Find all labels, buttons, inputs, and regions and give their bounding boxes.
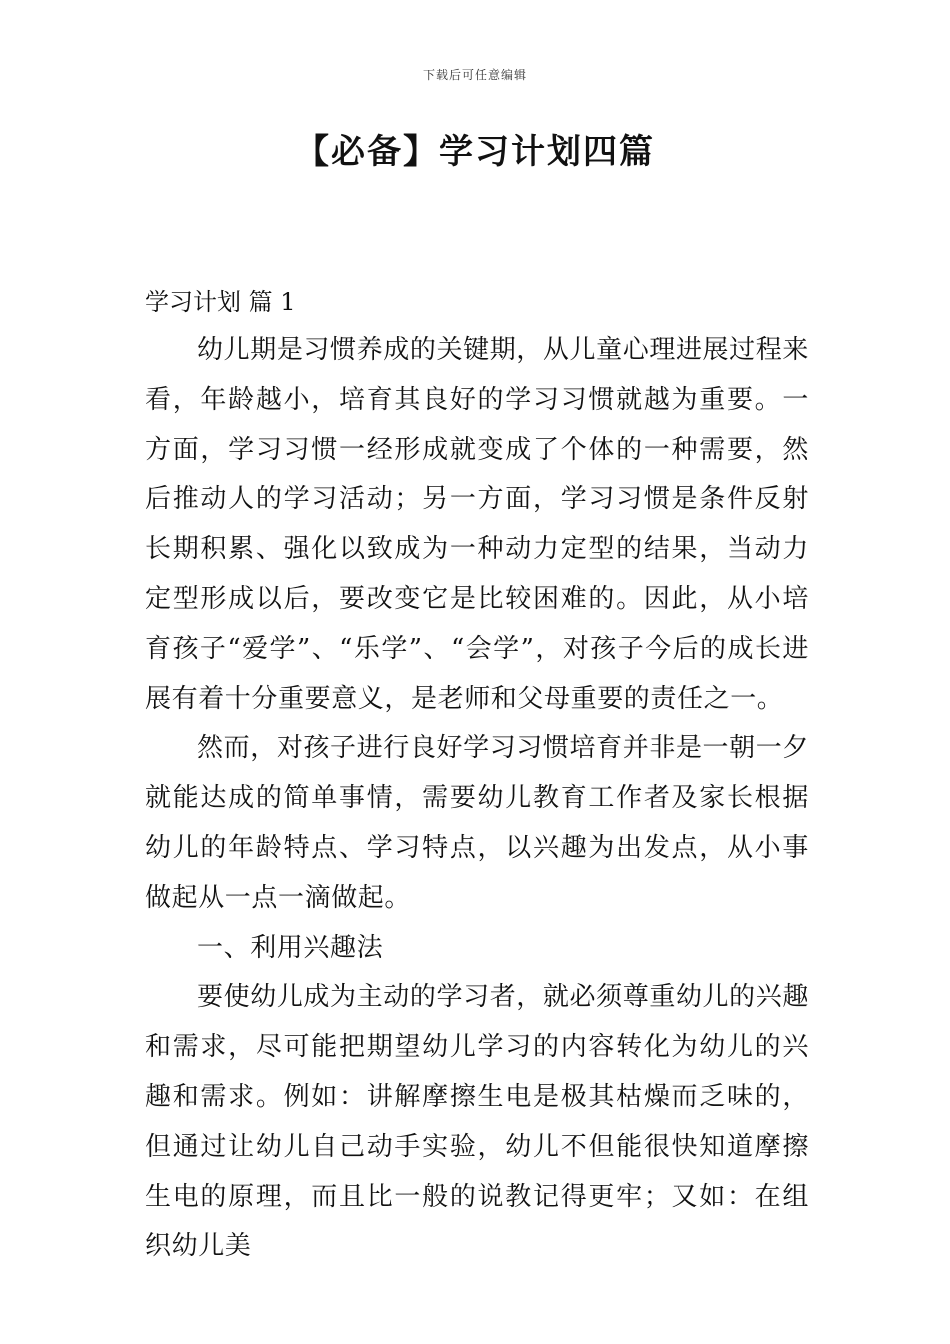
- header-note: 下载后可任意编辑: [422, 68, 527, 82]
- body-paragraph: 要使幼儿成为主动的学习者，就必须尊重幼儿的兴趣和需求，尽可能把期望幼儿学习的内容转化为幼儿的兴趣和需求。例如：讲解摩擦生电是极其枯燥而乏味的，但通过让幼儿自己动手实验，幼儿不但能很快知道摩擦生电的原理，而且比一般的说教记得更牢；又如：在组织幼儿美: [145, 982, 809, 1262]
- body-paragraph: 然而，对孩子进行良好学习习惯培育并非是一朝一夕就能达成的简单事情，需要幼儿教育工作者及家长根据幼儿的年龄特点、学习特点，以兴趣为出发点，从小事做起从一点一滴做起。: [145, 733, 809, 913]
- section-heading: 学习计划 篇 1: [145, 288, 296, 316]
- body-paragraph: 幼儿期是习惯养成的关键期，从儿童心理进展过程来看，年龄越小，培育其良好的学习习惯就越为重要。一方面，学习习惯一经形成就变成了个体的一种需要，然后推动人的学习活动；另一方面，学习习惯是条件反射长期积累、强化以致成为一种动力定型的结果，当动力定型形成以后，要改变它是比较困难的。因此，从小培育孩子“爱学”、“乐学”、“会学”，对孩子今后的成长进展有着十分重要意义，是老师和父母重要的责任之一。: [145, 335, 809, 714]
- document-title: 【必备】学习计划四篇: [295, 132, 655, 172]
- document-body: [145, 326, 809, 1272]
- subsection-heading: 一、利用兴趣法: [197, 932, 384, 963]
